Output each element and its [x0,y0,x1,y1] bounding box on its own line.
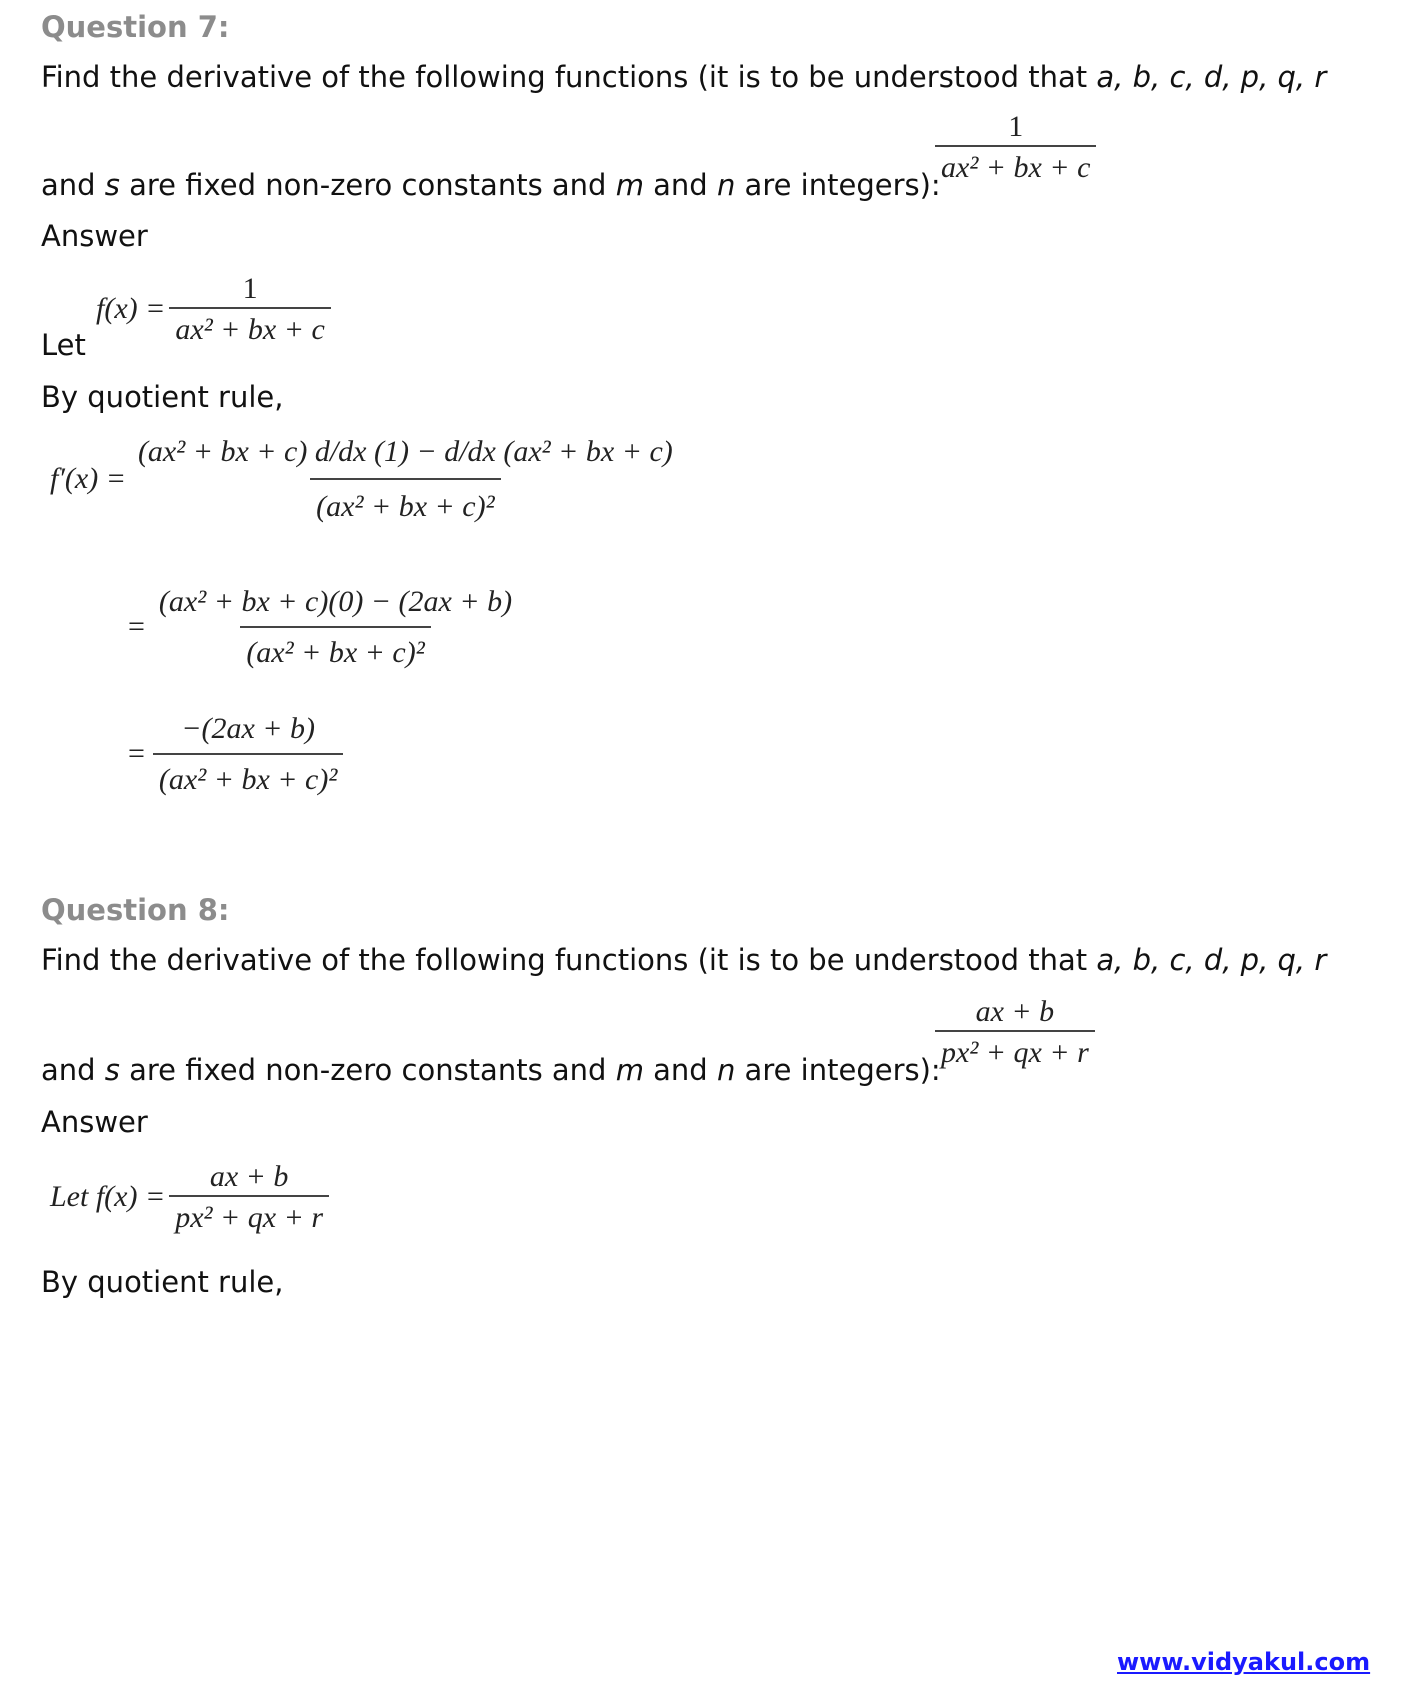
question-7-quotient-rule: By quotient rule, [41,380,284,414]
q7-let-denominator: ax² + bx + c [169,307,330,346]
question-7-step-2 [128,585,518,669]
q7-step2-numerator: (ax² + bx + c)(0) − (2ax + b) [158,585,513,618]
question-7-line-2 [41,168,941,202]
q8-let-lhs: Let f(x) = [50,1180,166,1213]
q7-and-2: and [653,168,708,202]
q8-var-n: n [716,1053,736,1087]
q8-let-numerator: ax + b [209,1160,289,1193]
question-7-function [935,110,1096,184]
q7-var-n: n [716,168,736,202]
q7-func-denominator: ax² + bx + c [935,145,1096,184]
q8-var-m: m [615,1053,644,1087]
q8-func-numerator: ax + b [975,995,1055,1028]
question-7-title: Question 7: [41,10,230,44]
q8-and-2: and [653,1053,708,1087]
q7-step2-denominator: (ax² + bx + c)² [240,626,430,669]
q7-var-s: s [104,168,120,202]
q7-fixed-constants-text: are fixed non-zero constants and [129,168,607,202]
q7-step2-equals: = [128,610,145,643]
q7-step3-denominator: (ax² + bx + c)² [153,753,343,796]
q7-step3-numerator: −(2ax + b) [181,712,316,745]
q7-step1-denominator: (ax² + bx + c)² [310,478,500,523]
question-7-step-3 [128,712,343,796]
question-7-step-1 [50,435,679,523]
q8-fixed-constants-text: are fixed non-zero constants and [129,1053,607,1087]
question-7-vars: a, b, c, d, p, q, r [1096,60,1327,94]
q7-step3-equals: = [128,737,145,770]
question-7-let-equation [96,272,331,346]
q7-let-lhs: f(x) = [96,292,166,325]
question-7-line-1 [41,60,1326,94]
question-7-answer-label: Answer [41,219,148,253]
q7-step1-numerator: (ax² + bx + c) d/dx (1) − d/dx (ax² + bx + c) [137,435,673,468]
q7-let-numerator: 1 [242,272,258,305]
q7-step1-lhs: f′(x) = [50,462,126,495]
question-8-vars: a, b, c, d, p, q, r [1096,943,1327,977]
question-8-line-1-text: Find the derivative of the following functions (it is to be understood that [41,943,1088,977]
question-7-let-label: Let [41,328,86,362]
q8-and-1: and [41,1053,96,1087]
footer-website-link[interactable]: www.vidyakul.com [1117,1648,1371,1676]
q8-let-denominator: px² + qx + r [169,1195,329,1234]
q7-var-m: m [615,168,644,202]
question-8-function [935,995,1095,1069]
q8-integers-text: are integers): [744,1053,941,1087]
question-8-answer-label: Answer [41,1105,148,1139]
question-8-quotient-rule: By quotient rule, [41,1265,284,1299]
question-7-line-1-text: Find the derivative of the following functions (it is to be understood that [41,60,1088,94]
q8-var-s: s [104,1053,120,1087]
q7-func-numerator: 1 [1008,110,1024,143]
question-8-let-equation [50,1160,329,1234]
question-8-line-1 [41,943,1326,977]
q7-and-1: and [41,168,96,202]
question-8-line-2 [41,1053,941,1087]
q8-func-denominator: px² + qx + r [935,1030,1095,1069]
q7-integers-text: are integers): [744,168,941,202]
question-8-title: Question 8: [41,893,230,927]
